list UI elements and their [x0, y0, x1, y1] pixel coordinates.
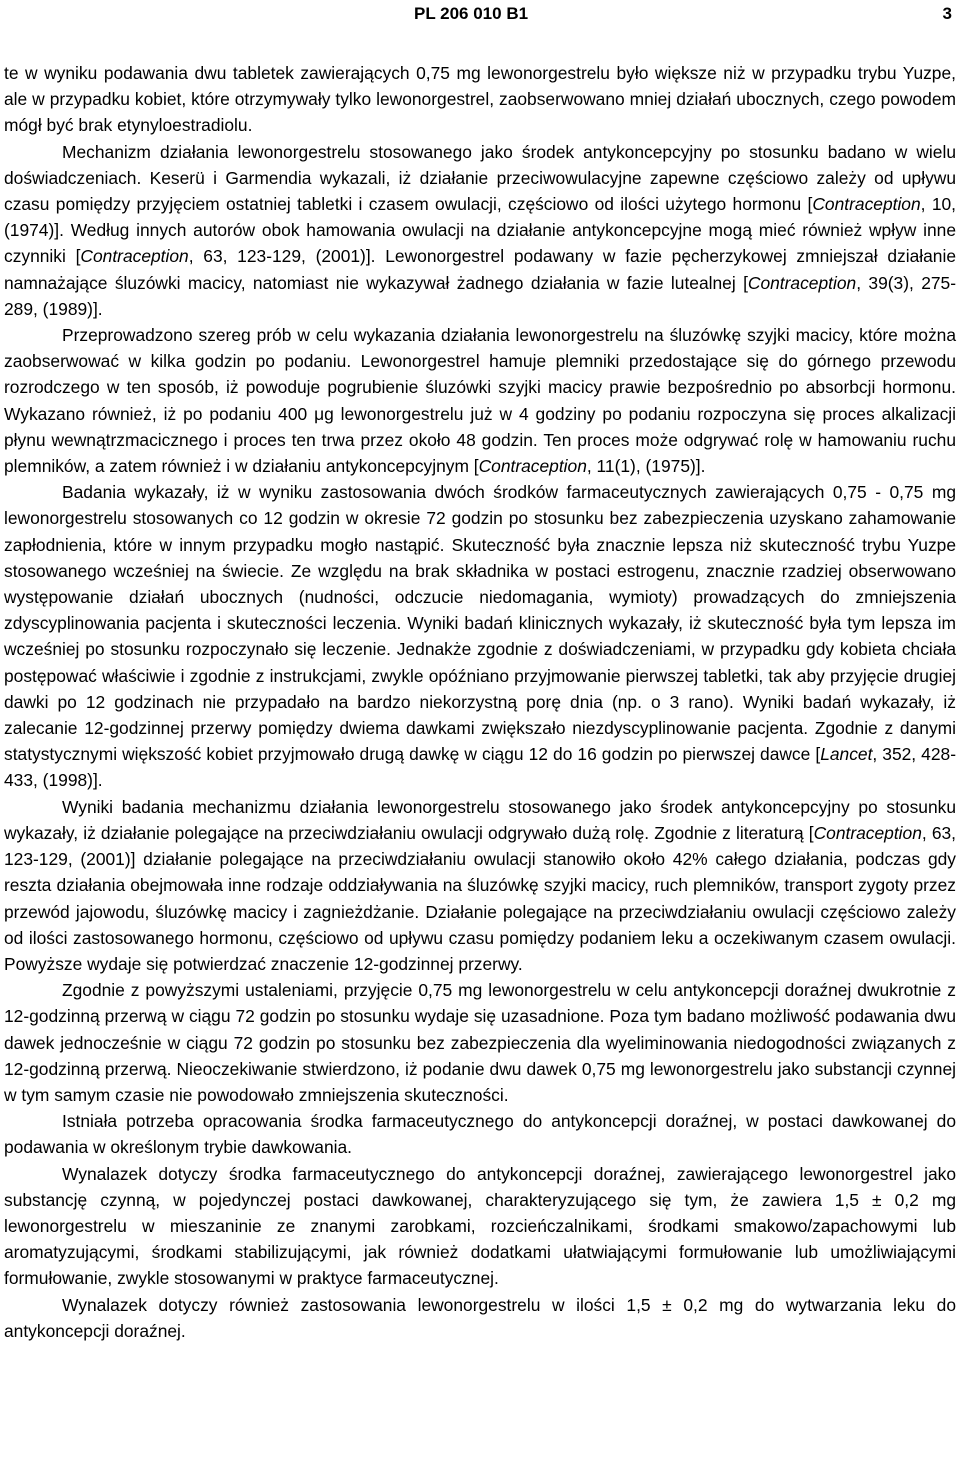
paragraph-p1	[4, 60, 956, 139]
paragraph-p5	[4, 794, 956, 977]
paragraph-p3	[4, 322, 956, 479]
text-run: Wynalazek dotyczy środka farmaceutycznego do antykoncepcji doraźnej, zawierającego lewonorgestrel jako substancję czynną, w pojedynczej postaci dawkowanej, charakteryzującego się tym, że zawiera 1,5 ± 0,2 mg lewonorgestrelu w mieszaninie ze znanymi zarobkami, rozcieńczalnikami, środkami smakowo/zapachowymi lub aromatyzującymi, środkami stabilizującymi, jak również dodatkami ułatwiającymi formułowanie lub umożliwiającymi formułowanie, zwykle stosowanymi w praktyce farmaceutycznej.	[4, 1163, 956, 1289]
page-number: 3	[942, 4, 952, 23]
citation-journal: Contraception	[478, 456, 587, 477]
text-run: Wyniki badania mechanizmu działania lewonorgestrelu stosowanego jako środek antykoncepcyjny po stosunku wykazały, iż działanie polegające na przeciwdziałaniu owulacji odgrywało dużą rolę. Zgodnie z literaturą [	[4, 796, 956, 843]
paragraph-p8	[4, 1161, 956, 1292]
paragraph-p4	[4, 479, 956, 793]
paragraph-p2	[4, 139, 956, 322]
text-run: , 10, (1974)]. Według innych autorów obok hamowania owulacji na działanie antykoncepcyjne mogą mieć również wpływ inne czynniki [	[4, 194, 957, 267]
citation-journal: Contraception	[80, 246, 189, 267]
text-run: , 11(1), (1975)].	[586, 456, 706, 477]
paragraph-p9	[4, 1292, 956, 1344]
text-run: , 39(3), 275-289, (1989)].	[4, 272, 957, 319]
text-run: , 63, 123-129, (2001)]. Lewonorgestrel podawany w fazie pęcherzykowej zmniejszał działanie namnażające śluzówki macicy, natomiast nie wykazywał żadnego działania w fazie lutealnej [	[4, 246, 956, 293]
text-run: Mechanizm działania lewonorgestrelu stosowanego jako środek antykoncepcyjny po stosunku badano w wielu doświadczeniach. Keserü i Garmendia wykazali, iż działanie przeciwowulacyjne zapewne częściowo zależy od upływu czasu pomiędzy przyjęciem ostatniej tabletki i czasem owulacji, częściowo od ilości użytego hormonu [	[4, 141, 956, 215]
text-run: Istniała potrzeba opracowania środka farmaceutycznego do antykoncepcji doraźnej, w postaci dawkowanej do podawania w określonym trybie dawkowania.	[4, 1111, 956, 1158]
paragraph-p7	[4, 1108, 956, 1160]
text-run: Przeprowadzono szereg prób w celu wykazania działania lewonorgestrelu na śluzówkę szyjki macicy, które można zaobserwować w kilka godzin po podaniu. Lewonorgestrel hamuje plemniki przedostające się do górnego przewodu rozrodczego w ten sposób, iż powoduje pogrubienie śluzówki szyjki macicy prawie bezpośrednio po absorbcji hormonu. Wykazano również, iż po podaniu 400 μg lewonorgestrelu już w 4 godziny po podaniu rozpoczyna się proces alkalizacji płynu wewnątrzmacicznego i proces ten trwa przez około 48 godzin. Ten proces może odgrywać rolę w hamowaniu ruchu plemników, a zatem również i w działaniu antykoncepcyjnym [	[4, 325, 956, 477]
citation-journal: Contraception	[747, 272, 857, 293]
text-run: , 352, 428-433, (1998)].	[4, 744, 956, 791]
citation-journal: Contraception	[813, 822, 922, 843]
text-run: Zgodnie z powyższymi ustaleniami, przyjęcie 0,75 mg lewonorgestrelu w celu antykoncepcji doraźnej dwukrotnie z 12-godzinną przerwą w ciągu 72 godzin po stosunku wydaje się uzasadnione. Poza tym badano możliwość podawania dwu dawek jednocześnie w ciągu 72 godzin po stosunku bez zabezpieczenia dla wyeliminowania niedogodności związanych z 12-godzinną przerwą. Nieoczekiwanie stwierdzono, iż podanie dwu dawek 0,75 mg lewonorgestrelu jako substancji czynnej w tym samym czasie nie powodowało zmniejszenia skuteczności.	[4, 980, 956, 1105]
text-run: Wynalazek dotyczy również zastosowania lewonorgestrelu w ilości 1,5 ± 0,2 mg do wytwarzania leku do antykoncepcji doraźnej.	[4, 1294, 956, 1341]
text-run: te w wyniku podawania dwu tabletek zawierających 0,75 mg lewonorgestrelu było większe niż w przypadku trybu Yuzpe, ale w przypadku kobiet, które otrzymywały tylko lewonorgestrel, zaobserwowano mniej działań ubocznych, czego powodem mógł być brak etynyloestradiolu.	[4, 63, 956, 136]
text-run: Badania wykazały, iż w wyniku zastosowania dwóch środków farmaceutycznych zawierających 0,75 - 0,75 mg lewonorgestrelu stosowanych co 12 godzin w okresie 72 godzin po stosunku bez zabezpieczenia uzyskano zahamowanie zapłodnienia, które w innym przypadku mogło nastąpić. Skuteczność była znacznie lepsza niż skuteczność trybu Yuzpe stosowanego wcześniej na świecie. Ze względu na brak składnika w postaci estrogenu, znacznie rzadziej obserwowano występowanie działań ubocznych (nudności, odczucie niedomagania, wymioty) prowadzących do zmniejszenia zdyscyplinowania pacjenta i skuteczności leczenia. Wyniki badań klinicznych wykazały, iż skuteczność była tym lepsza im wcześniej po stosunku rozpoczynało się leczenie. Jednakże zgodnie z doświadczeniami, w przypadku gdy kobieta chciała postępować właściwie i zgodnie z instrukcjami, zwykle opóźniano przyjmowanie pierwszej tabletki, tak aby przyjęcie drugiej dawki po 12 godzinach nie przypadało na bardzo niekorzystną porę dnia (np. o 3 rano). Wyniki badań wykazały, iż zalecanie 12-godzinnej przerwy pomiędzy dwiema dawkami zwiększało niezdyscyplinowanie pacjenta. Zgodnie z danymi statystycznymi większość kobiet przyjmowało drugą dawkę w ciągu 12 do 16 godzin po pierwszej dawce [	[4, 482, 956, 765]
page-header	[4, 0, 956, 30]
text-run: , 63, 123-129, (2001)] działanie polegające na przeciwdziałaniu owulacji stanowiło około 42% całego działania, podczas gdy reszta działania obejmowała inne rodzaje oddziaływania na śluzówkę szyjki macicy, ruch plemników, transport zygoty przez przewód jajowodu, śluzówkę macicy i zagnieżdżanie. Działanie polegające na przeciwdziałaniu owulacji częściowo zależy od ilości zastosowanego hormonu, częściowo od upływu czasu pomiędzy podaniem leku a oczekiwanym czasem owulacji. Powyższe wydaje się potwierdzać znaczenie 12-godzinnej przerwy.	[4, 822, 956, 974]
paragraph-p6	[4, 977, 956, 1108]
citation-journal: Lancet	[820, 744, 873, 765]
citation-journal: Contraception	[812, 194, 921, 215]
body-text	[4, 60, 956, 1344]
patent-number: PL 206 010 B1	[414, 4, 529, 23]
